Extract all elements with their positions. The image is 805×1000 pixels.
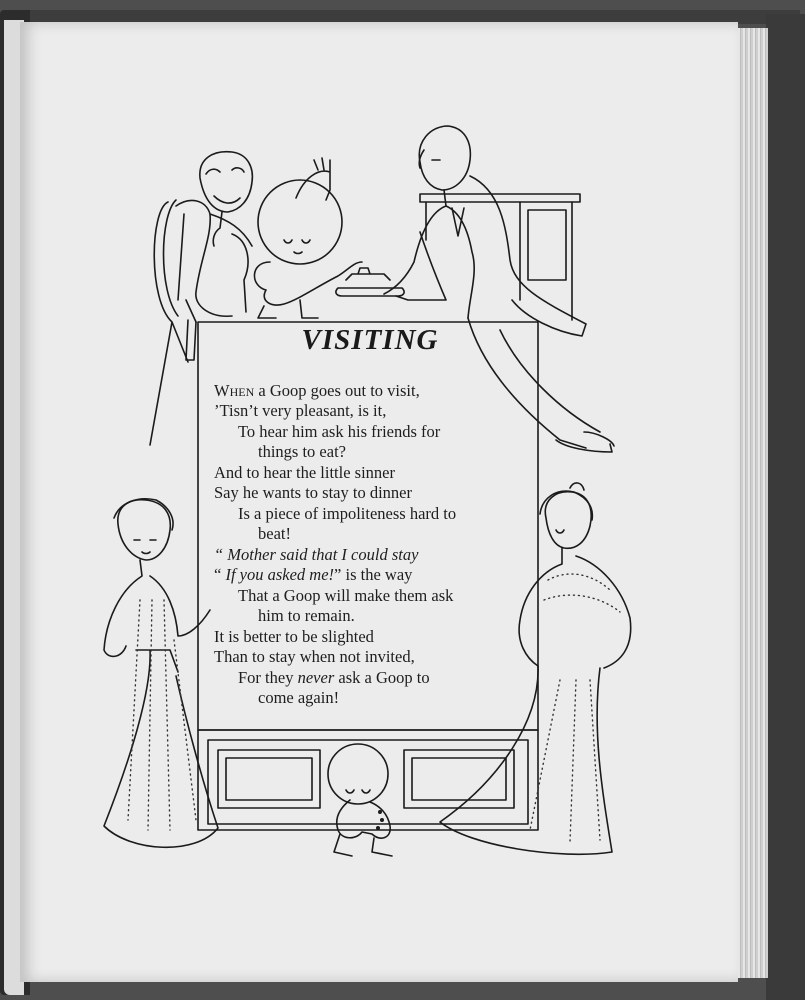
poem-italic: If you asked me!	[225, 565, 335, 584]
butler-icon	[384, 126, 614, 452]
poem-line: It is better to be slighted	[214, 627, 374, 646]
chair-icon	[150, 200, 196, 445]
poem-line	[214, 565, 412, 585]
poem-line: come again!	[258, 688, 340, 707]
tray-icon	[336, 268, 404, 296]
lady-left-icon	[104, 499, 218, 848]
poem-line: “ Mother said that I could stay	[214, 545, 419, 564]
poem-quote-open: “	[214, 565, 226, 584]
poem-line-start: For they	[238, 668, 298, 687]
poem-line: things to eat?	[258, 442, 346, 461]
poem-line: And to hear the little sinner	[214, 463, 395, 482]
poem-line	[238, 668, 430, 688]
poem-line: him to remain.	[258, 606, 355, 625]
goop-child-icon	[254, 158, 362, 318]
seated-man-icon	[176, 152, 252, 317]
poem-italic: never	[297, 668, 335, 687]
drop-word: When	[214, 381, 255, 400]
poem-line-rest: a Goop goes out to visit,	[254, 381, 420, 400]
poem-line	[214, 381, 420, 401]
lady-right-dotted-dress	[530, 574, 620, 842]
poem-line: Is a piece of impoliteness hard to	[238, 504, 457, 523]
poem-line: That a Goop will make them ask	[238, 586, 454, 605]
poem-line: ’Tisn’t very pleasant, is it,	[214, 401, 387, 420]
page-title: VISITING	[301, 324, 439, 356]
lady-right-icon	[440, 483, 631, 854]
goop-buttons-icon	[376, 810, 384, 830]
poem-line: To hear him ask his friends for	[238, 422, 441, 441]
small-goop-icon	[328, 744, 392, 856]
poem-line: Than to stay when not invited,	[214, 647, 415, 666]
poem-line-rest: ” is the way	[334, 565, 413, 584]
poem-line: Say he wants to stay to dinner	[214, 483, 412, 502]
poem-line: beat!	[258, 524, 291, 543]
poem-line-rest: ask a Goop to	[334, 668, 430, 687]
